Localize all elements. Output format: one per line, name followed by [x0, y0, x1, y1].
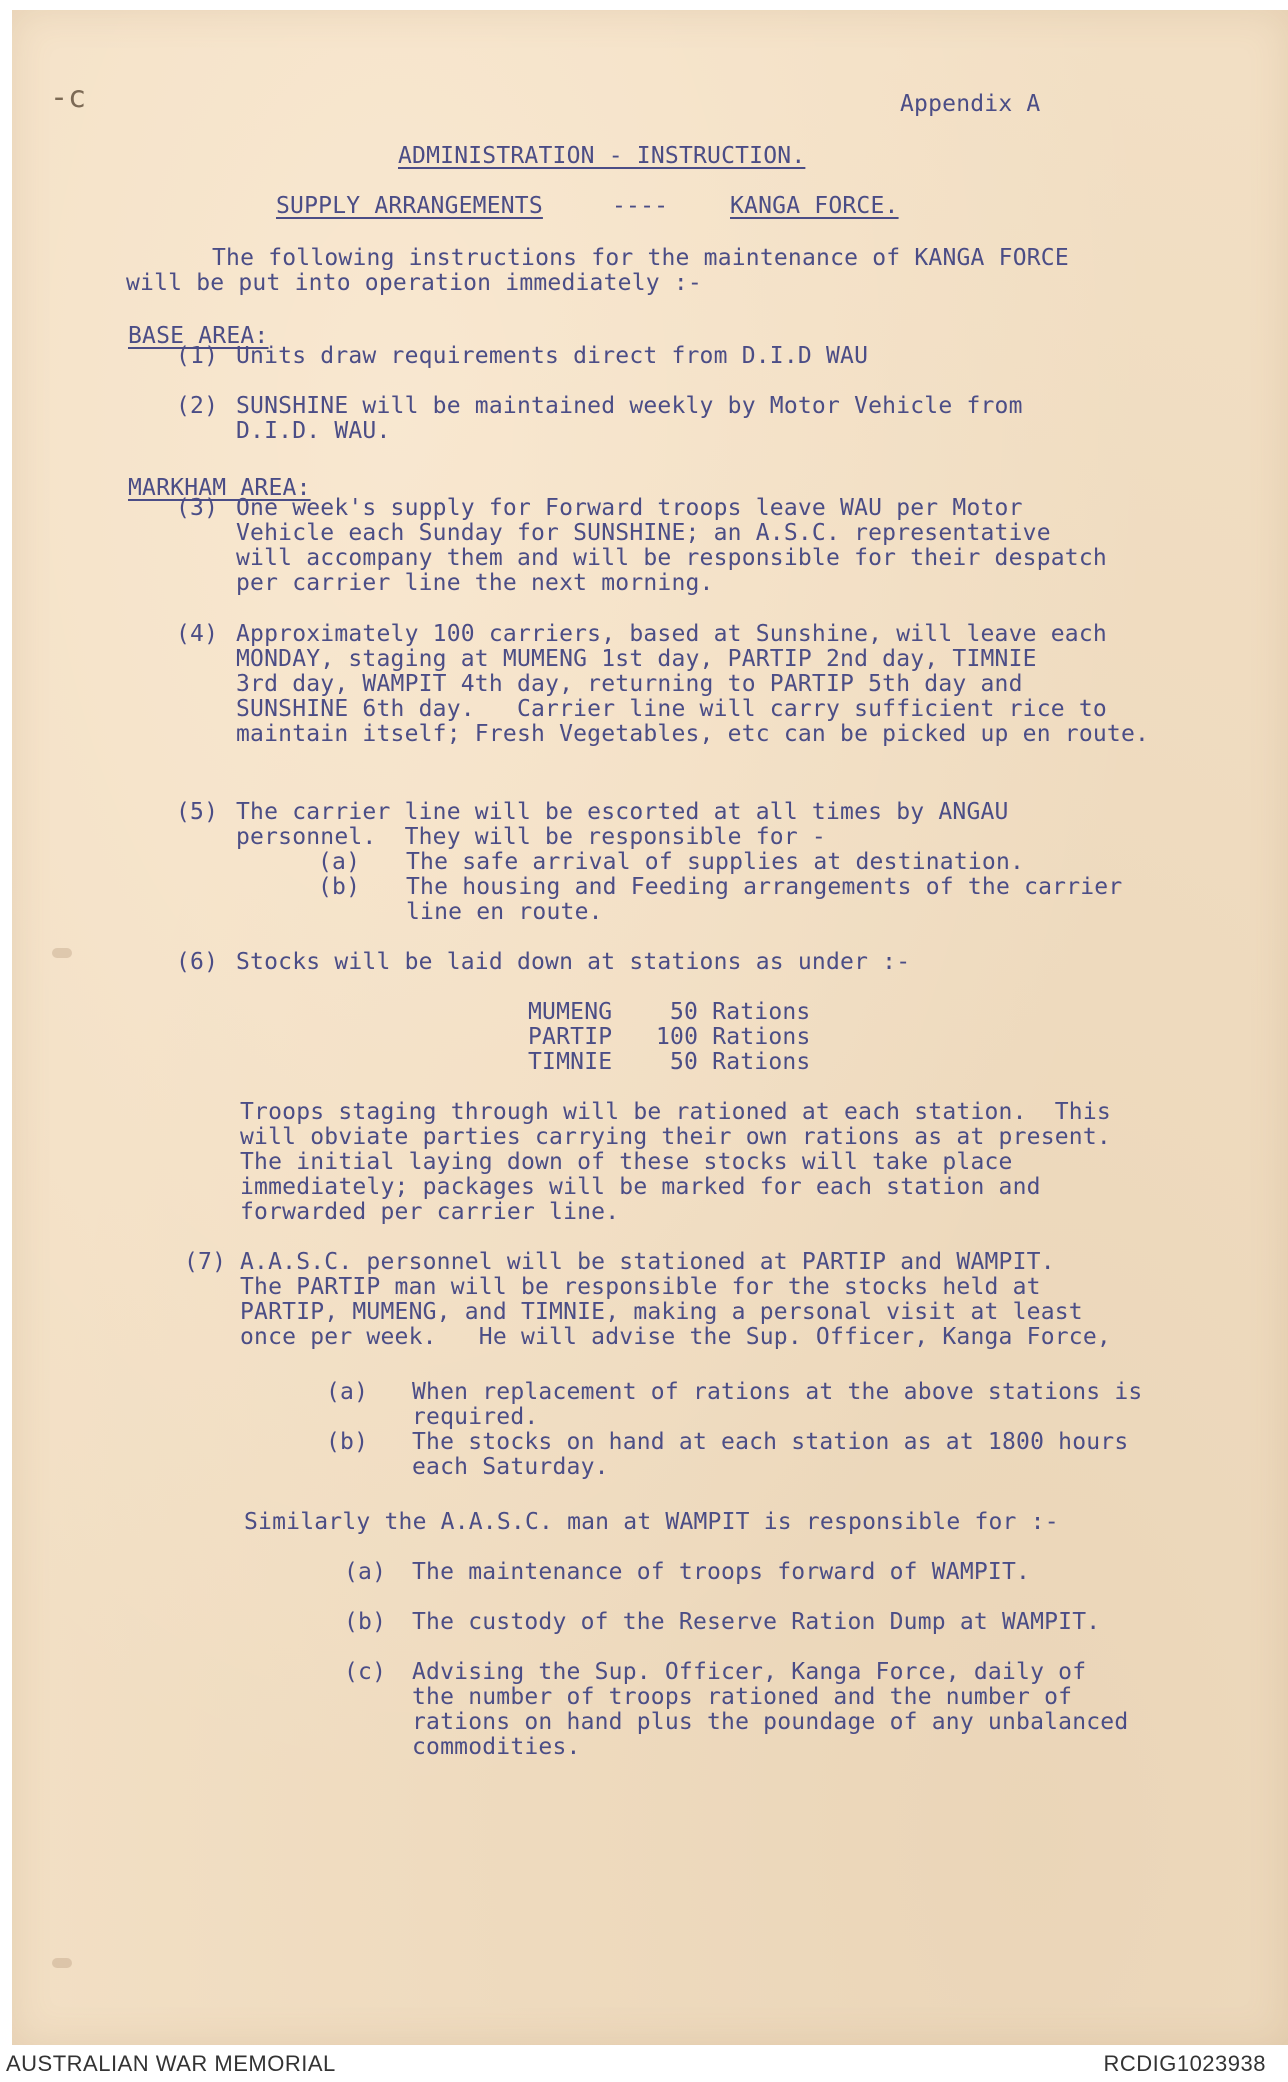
appendix-label: Appendix A: [900, 91, 1041, 117]
sub-item-line: rations on hand plus the poundage of any unbalanced: [412, 1709, 1129, 1735]
stock-quantity: 50 Rations: [670, 1049, 811, 1075]
item-number: (4): [176, 621, 219, 647]
stock-station: TIMNIE: [528, 1049, 613, 1075]
item-line: Stocks will be laid down at stations as under :-: [236, 949, 911, 975]
sub-item-line: The housing and Feeding arrangements of the carrier: [406, 874, 1123, 900]
item-line: One week's supply for Forward troops leave WAU per Motor: [236, 495, 1023, 521]
archive-record-id: RCDIG1023938: [1103, 2051, 1266, 2076]
item-line: The initial laying down of these stocks will take place: [240, 1149, 1013, 1175]
sub-item-line: the number of troops rationed and the number of: [412, 1684, 1073, 1710]
sub-item-line: When replacement of rations at the above stations is: [412, 1379, 1143, 1405]
item-number: (7): [184, 1249, 227, 1275]
subtitle-left: SUPPLY ARRANGEMENTS: [276, 193, 543, 219]
item-line: Vehicle each Sunday for SUNSHINE; an A.S.C. representative: [236, 520, 1051, 546]
item-line: forwarded per carrier line.: [240, 1199, 620, 1225]
sub-item-label: (a): [326, 1379, 369, 1405]
pencil-mark: -c: [50, 80, 87, 115]
item-line: D.I.D. WAU.: [236, 418, 391, 444]
archive-footer: [0, 2045, 1288, 2082]
item-line: maintain itself; Fresh Vegetables, etc can be picked up en route.: [236, 721, 1150, 747]
item-line: Units draw requirements direct from D.I.D WAU: [236, 343, 869, 369]
item-line: Troops staging through will be rationed at each station. This: [240, 1099, 1111, 1125]
stock-quantity: 50 Rations: [670, 999, 811, 1025]
item-line: SUNSHINE will be maintained weekly by Motor Vehicle from: [236, 393, 1023, 419]
stock-station: MUMENG: [528, 999, 613, 1025]
item-line: PARTIP, MUMENG, and TIMNIE, making a personal visit at least: [240, 1299, 1083, 1325]
intro-line: will be put into operation immediately :-: [126, 270, 702, 296]
archive-name: AUSTRALIAN WAR MEMORIAL: [6, 2051, 336, 2076]
sub-item-line: The custody of the Reserve Ration Dump at WAMPIT.: [412, 1609, 1101, 1635]
sub-item-label: (a): [344, 1559, 387, 1585]
item-number: (5): [176, 799, 219, 825]
sub-item-line: required.: [412, 1404, 539, 1430]
item-line: The PARTIP man will be responsible for the stocks held at: [240, 1274, 1041, 1300]
item-line: per carrier line the next morning.: [236, 570, 714, 596]
sub-item-line: line en route.: [406, 899, 603, 925]
sub-item-line: commodities.: [412, 1734, 581, 1760]
stock-station: PARTIP: [528, 1024, 613, 1050]
subtitle-dashes: ----: [612, 193, 669, 219]
item-line: 3rd day, WAMPIT 4th day, returning to PARTIP 5th day and: [236, 671, 1023, 697]
item-line: will obviate parties carrying their own rations as at present.: [240, 1124, 1111, 1150]
item-line: SUNSHINE 6th day. Carrier line will carry sufficient rice to: [236, 696, 1107, 722]
document-title: ADMINISTRATION - INSTRUCTION.: [398, 143, 806, 169]
item-line: A.A.S.C. personnel will be stationed at PARTIP and WAMPIT.: [240, 1249, 1055, 1275]
item-line: The carrier line will be escorted at all times by ANGAU: [236, 799, 1009, 825]
sub-item-line: The stocks on hand at each station as at 1800 hours: [412, 1429, 1129, 1455]
item-line: will accompany them and will be responsible for their despatch: [236, 545, 1107, 571]
sub-item-line: The maintenance of troops forward of WAMPIT.: [412, 1559, 1031, 1585]
item-line: personnel. They will be responsible for -: [236, 824, 826, 850]
sub-item-label: (b): [326, 1429, 369, 1455]
item-line: Approximately 100 carriers, based at Sunshine, will leave each: [236, 621, 1107, 647]
item-line: immediately; packages will be marked for each station and: [240, 1174, 1041, 1200]
sub-item-line: The safe arrival of supplies at destination.: [406, 849, 1025, 875]
document-page: [12, 10, 1288, 2045]
section-heading-markham-area: MARKHAM AREA:: [128, 475, 311, 501]
item-number: (1): [176, 343, 219, 369]
sub-item-line: each Saturday.: [412, 1454, 609, 1480]
sub-item-line: Advising the Sup. Officer, Kanga Force, daily of: [412, 1659, 1087, 1685]
item-line: MONDAY, staging at MUMENG 1st day, PARTIP 2nd day, TIMNIE: [236, 646, 1037, 672]
subtitle-right: KANGA FORCE.: [730, 193, 899, 219]
item-line: once per week. He will advise the Sup. Officer, Kanga Force,: [240, 1324, 1111, 1350]
item-number: (3): [176, 495, 219, 521]
stock-quantity: 100 Rations: [656, 1024, 811, 1050]
sub-item-label: (b): [318, 874, 361, 900]
sub-item-label: (b): [344, 1609, 387, 1635]
item-line: Similarly the A.A.S.C. man at WAMPIT is responsible for :-: [244, 1509, 1059, 1535]
item-number: (2): [176, 393, 219, 419]
sub-item-label: (a): [318, 849, 361, 875]
section-heading-base-area: BASE AREA:: [128, 323, 269, 349]
sub-item-label: (c): [344, 1659, 387, 1685]
binder-hole-mark: [52, 1958, 72, 1968]
item-number: (6): [176, 949, 219, 975]
intro-line: The following instructions for the maintenance of KANGA FORCE: [212, 245, 1069, 271]
binder-hole-mark: [52, 948, 72, 958]
